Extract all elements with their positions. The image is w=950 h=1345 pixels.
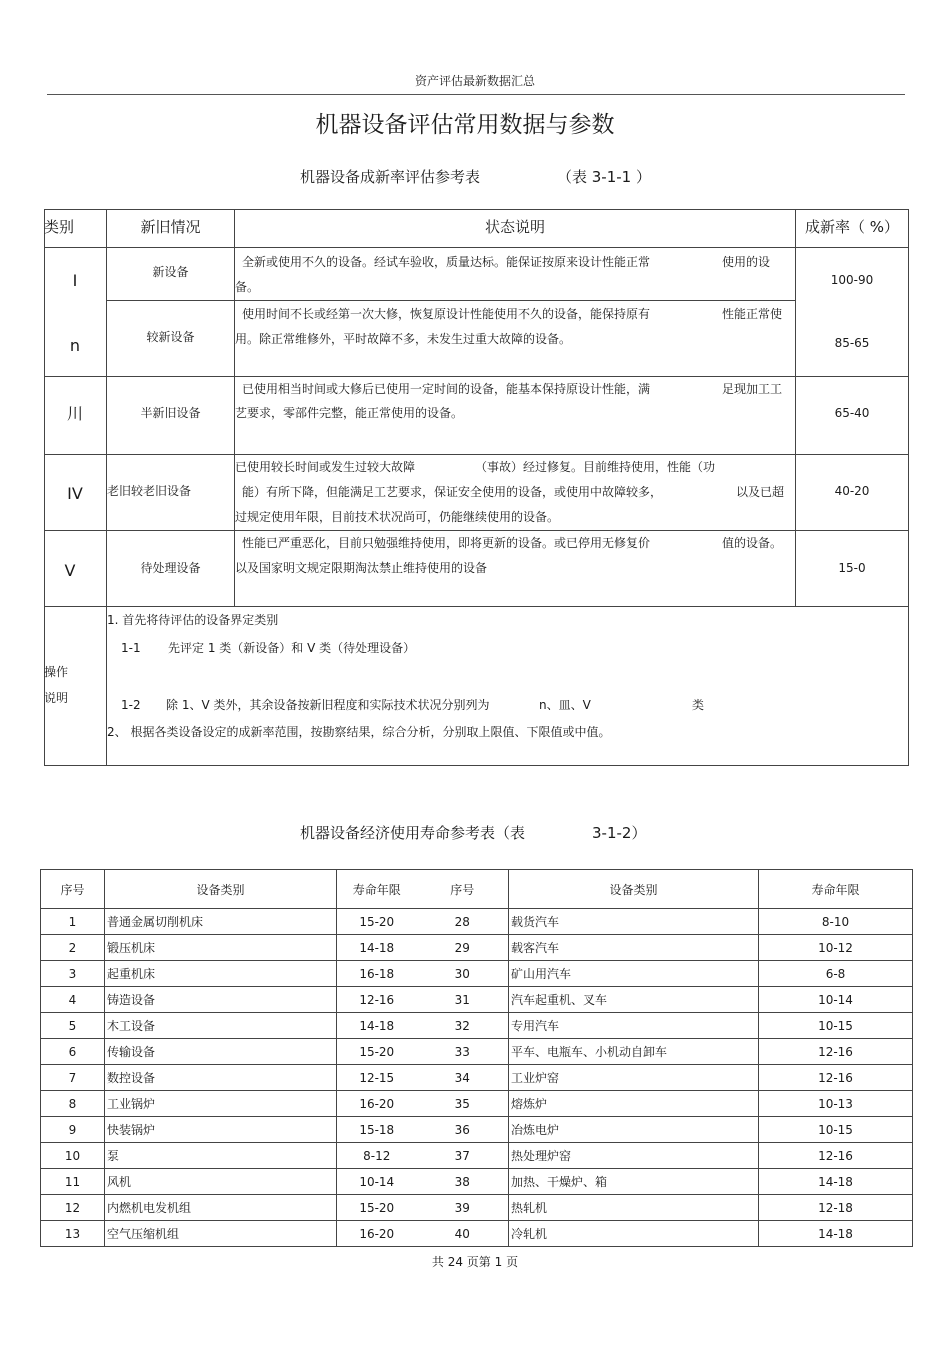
page-title: 机器设备评估常用数据与参数	[315, 112, 615, 138]
condition-label: 新设备	[152, 265, 189, 279]
row-no: 4	[41, 987, 105, 1013]
row-no: 40	[417, 1221, 509, 1247]
row-no: 12	[41, 1195, 105, 1221]
row-no: 37	[417, 1143, 509, 1169]
equipment-type: 载货汽车	[509, 909, 759, 935]
condition-label: 半新旧设备	[140, 406, 201, 420]
table-row	[41, 1065, 913, 1091]
category-roman: n	[69, 336, 81, 355]
rule	[44, 765, 909, 766]
row-no: 32	[417, 1013, 509, 1039]
row-no: 5	[41, 1013, 105, 1039]
status-text: 备。	[235, 280, 260, 294]
row-no: 2	[41, 935, 105, 961]
row-no: 31	[417, 987, 509, 1013]
row-no: 28	[417, 909, 509, 935]
equipment-type: 铸造设备	[105, 987, 337, 1013]
equipment-type: 数控设备	[105, 1065, 337, 1091]
equipment-type: 熔炼炉	[509, 1091, 759, 1117]
rule	[44, 247, 909, 248]
equipment-type: 载客汽车	[509, 935, 759, 961]
service-life: 12-15	[337, 1065, 417, 1091]
status-text: 已使用较长时间或发生过较大故障	[235, 460, 416, 474]
table-row	[41, 1169, 913, 1195]
service-life-table	[40, 869, 913, 1247]
header-status: 状态说明	[484, 218, 545, 236]
row-no: 10	[41, 1143, 105, 1169]
equipment-type: 冶炼电炉	[509, 1117, 759, 1143]
table-row	[41, 1221, 913, 1247]
row-no: 7	[41, 1065, 105, 1091]
note-line: 1. 首先将待评估的设备界定类别	[107, 613, 279, 627]
equipment-type: 专用汽车	[509, 1013, 759, 1039]
equipment-type: 普通金属切削机床	[105, 909, 337, 935]
header-life: 寿命年限	[337, 870, 417, 909]
note-line: 1-1	[121, 641, 141, 655]
rate-value: 85-65	[834, 336, 870, 350]
notes-label: 说明	[44, 691, 69, 705]
condition-label: 较新设备	[146, 330, 195, 344]
note-line: n、皿、V	[539, 698, 591, 712]
row-no: 36	[417, 1117, 509, 1143]
notes-label: 操作	[44, 665, 69, 679]
header-type: 设备类别	[105, 870, 337, 909]
category-roman: 川	[66, 404, 83, 423]
rate-value: 15-0	[838, 561, 866, 575]
header-type: 设备类别	[509, 870, 759, 909]
row-no: 1	[41, 909, 105, 935]
equipment-type: 空气压缩机组	[105, 1221, 337, 1247]
status-text: 性能正常使	[722, 307, 783, 321]
status-text: 使用时间不长或经第一次大修，恢复原设计性能使用不久的设备，能保持原有	[242, 307, 651, 321]
header-no: 序号	[417, 870, 509, 909]
table-row	[41, 1091, 913, 1117]
table-row	[41, 935, 913, 961]
service-life: 16-20	[337, 1221, 417, 1247]
equipment-type: 快装锅炉	[105, 1117, 337, 1143]
status-text: 足现加工工	[722, 382, 783, 396]
table2-caption: 机器设备经济使用寿命参考表（表	[300, 824, 526, 842]
equipment-type: 风机	[105, 1169, 337, 1195]
service-life: 8-12	[337, 1143, 417, 1169]
condition-rate-table	[44, 209, 909, 766]
row-no: 30	[417, 961, 509, 987]
table1-caption: 机器设备成新率评估参考表	[300, 168, 481, 186]
equipment-type: 传输设备	[105, 1039, 337, 1065]
equipment-type: 工业炉窑	[509, 1065, 759, 1091]
table-header-row	[41, 870, 913, 909]
table-row	[41, 1013, 913, 1039]
row-no: 3	[41, 961, 105, 987]
note-line: 2、 根据各类设备设定的成新率范围，按勘察结果，综合分析，分别取上限值、下限值或中值。	[107, 725, 611, 739]
service-life: 14-18	[759, 1169, 913, 1195]
service-life: 10-14	[759, 987, 913, 1013]
equipment-type: 冷轧机	[509, 1221, 759, 1247]
service-life: 12-16	[759, 1143, 913, 1169]
service-life: 10-15	[759, 1117, 913, 1143]
table-row	[41, 1117, 913, 1143]
row-no: 33	[417, 1039, 509, 1065]
row-no: 38	[417, 1169, 509, 1195]
equipment-type: 热轧机	[509, 1195, 759, 1221]
service-life: 12-16	[759, 1065, 913, 1091]
service-life: 6-8	[759, 961, 913, 987]
status-text: 使用的设	[722, 255, 771, 269]
equipment-type: 木工设备	[105, 1013, 337, 1039]
service-life: 16-20	[337, 1091, 417, 1117]
status-text: 已使用相当时间或大修后已使用一定时间的设备，能基本保持原设计性能，满	[242, 382, 651, 396]
table-row	[41, 1039, 913, 1065]
status-text: 以及已超	[736, 485, 785, 499]
equipment-type: 内燃机电发机组	[105, 1195, 337, 1221]
service-life: 8-10	[759, 909, 913, 935]
status-text: 以及国家明文规定限期淘汰禁止维持使用的设备	[235, 561, 488, 575]
status-text: 值的设备。	[722, 536, 783, 550]
table1-ref: （表 3-1-1 ）	[557, 168, 651, 186]
header-no: 序号	[41, 870, 105, 909]
equipment-type: 泵	[105, 1143, 337, 1169]
equipment-type: 锻压机床	[105, 935, 337, 961]
rule	[106, 300, 795, 301]
row-no: 6	[41, 1039, 105, 1065]
equipment-type: 工业锅炉	[105, 1091, 337, 1117]
service-life: 12-18	[759, 1195, 913, 1221]
header-rule	[47, 94, 905, 95]
equipment-type: 起重机床	[105, 961, 337, 987]
equipment-type: 热处理炉窑	[509, 1143, 759, 1169]
equipment-type: 加热、干燥炉、箱	[509, 1169, 759, 1195]
note-line: 先评定 1 类（新设备）和 V 类（待处理设备）	[168, 641, 416, 655]
equipment-type: 汽车起重机、叉车	[509, 987, 759, 1013]
rate-value: 65-40	[834, 406, 870, 420]
service-life: 12-16	[759, 1039, 913, 1065]
status-text: 性能已严重恶化，目前只勉强维持使用，即将更新的设备。或已停用无修复价	[242, 536, 651, 550]
category-roman: I	[72, 271, 78, 290]
table-row	[41, 987, 913, 1013]
rate-value: 100-90	[830, 273, 874, 287]
condition-label: 老旧较老旧设备	[107, 484, 192, 498]
condition-label: 待处理设备	[140, 561, 201, 575]
row-no: 35	[417, 1091, 509, 1117]
page-footer: 共 24 页第 1 页	[431, 1255, 519, 1269]
status-text: 全新或使用不久的设备。经试车验收，质量达标。能保证按原来设计性能正常	[242, 255, 651, 269]
status-text: 用。除正常维修外，平时故障不多，未发生过重大故障的设备。	[235, 332, 572, 346]
service-life: 14-18	[759, 1221, 913, 1247]
service-life: 10-15	[759, 1013, 913, 1039]
row-no: 8	[41, 1091, 105, 1117]
service-life: 16-18	[337, 961, 417, 987]
note-line: 除 1、V 类外，其余设备按新旧程度和实际技术状况分别列为	[166, 698, 490, 712]
rule	[908, 209, 909, 766]
note-line: 1-2	[121, 698, 141, 712]
row-no: 9	[41, 1117, 105, 1143]
service-life: 15-18	[337, 1117, 417, 1143]
status-text: 艺要求，零部件完整，能正常使用的设备。	[235, 406, 464, 420]
rule	[44, 606, 909, 607]
row-no: 34	[417, 1065, 509, 1091]
table-body	[41, 909, 913, 1247]
header-rate: 成新率（ %）	[804, 218, 900, 236]
service-life: 10-13	[759, 1091, 913, 1117]
row-no: 13	[41, 1221, 105, 1247]
status-text: （事故）经过修复。目前维持使用，性能（功	[475, 460, 716, 474]
header-life: 寿命年限	[759, 870, 913, 909]
service-life: 15-20	[337, 1039, 417, 1065]
service-life: 14-18	[337, 935, 417, 961]
service-life: 12-16	[337, 987, 417, 1013]
rule	[44, 209, 909, 210]
table2-ref: 3-1-2）	[592, 824, 647, 842]
category-roman: IV	[67, 484, 83, 503]
header-condition: 新旧情况	[140, 218, 201, 236]
equipment-type: 矿山用汽车	[509, 961, 759, 987]
header-category: 类别	[44, 218, 75, 236]
status-text: 过规定使用年限，目前技术状况尚可，仍能继续使用的设备。	[235, 510, 560, 524]
table-row	[41, 1195, 913, 1221]
row-no: 11	[41, 1169, 105, 1195]
category-roman: V	[64, 561, 76, 580]
service-life: 10-12	[759, 935, 913, 961]
service-life: 15-20	[337, 909, 417, 935]
equipment-type: 平车、电瓶车、小机动自卸车	[509, 1039, 759, 1065]
note-line: 类	[692, 698, 705, 712]
row-no: 39	[417, 1195, 509, 1221]
service-life: 15-20	[337, 1195, 417, 1221]
service-life: 10-14	[337, 1169, 417, 1195]
page-header: 资产评估最新数据汇总	[414, 74, 535, 88]
status-text: 能）有所下降，但能满足工艺要求，保证安全使用的设备，或使用中故障较多，	[242, 485, 663, 499]
service-life: 14-18	[337, 1013, 417, 1039]
rate-value: 40-20	[834, 484, 870, 498]
table-row	[41, 909, 913, 935]
table-row	[41, 1143, 913, 1169]
table-row	[41, 961, 913, 987]
row-no: 29	[417, 935, 509, 961]
